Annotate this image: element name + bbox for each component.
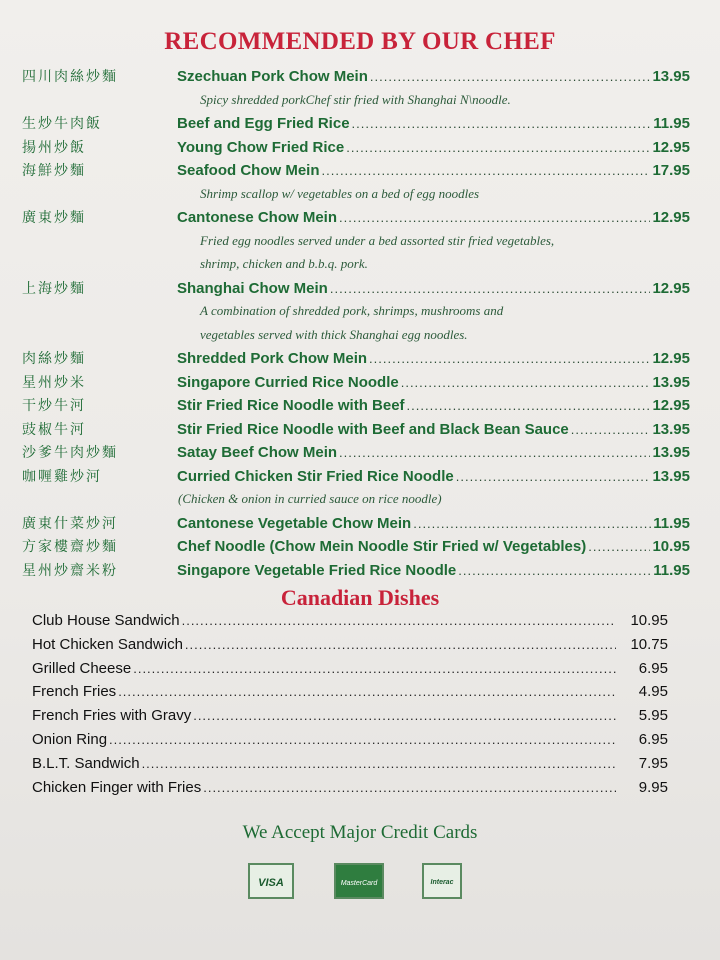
dot-leader	[330, 281, 651, 296]
dot-leader	[203, 780, 616, 795]
canadian-dish-item	[32, 683, 668, 700]
canadian-dish-name: Hot Chicken Sandwich	[32, 635, 183, 653]
menu-item	[22, 137, 690, 157]
menu-item-name: Shredded Pork Chow Mein	[177, 350, 368, 367]
dot-leader	[458, 563, 651, 578]
menu-item-name: Seafood Chow Mein	[177, 162, 320, 179]
menu-item-description: Shrimp scallop w/ vegetables on a bed of egg noodles	[200, 185, 480, 201]
menu-item-name: Shanghai Chow Mein	[177, 279, 328, 297]
menu-item-price: 13.95	[652, 420, 690, 438]
dot-leader	[109, 732, 616, 747]
canadian-dish-name: B.L.T. Sandwich	[32, 754, 140, 772]
menu-item	[22, 160, 690, 180]
canadian-dish-price: 7.95	[638, 754, 668, 772]
canadian-dish-item	[32, 779, 668, 796]
page-title: RECOMMENDED BY OUR CHEF	[164, 28, 556, 55]
canadian-dishes-title: Canadian Dishes	[280, 585, 440, 610]
menu-item-price: 12.95	[652, 279, 690, 297]
menu-item-name: Cantonese Vegetable Chow Mein	[177, 514, 412, 532]
menu-item-price: 13.95	[652, 467, 690, 485]
dot-leader	[133, 661, 616, 676]
dot-leader	[142, 756, 616, 771]
menu-item-price: 10.95	[652, 538, 690, 555]
menu-item-chinese-name: 方家樓齋炒麵	[22, 539, 118, 555]
menu-item	[22, 442, 690, 462]
menu-item	[22, 372, 690, 392]
menu-item-name: Chef Noodle (Chow Mein Noodle Stir Fried w/ Vegetables)	[177, 538, 587, 555]
menu-item-name: Szechuan Pork Chow Mein	[177, 68, 368, 85]
canadian-dish-price: 9.95	[638, 778, 668, 796]
interac-logo-text: Interac	[430, 879, 454, 886]
canadian-dish-price: 4.95	[638, 683, 668, 701]
menu-item-chinese-name: 廣東炒麵	[22, 210, 86, 226]
menu-item	[22, 348, 690, 368]
menu-item-name: Satay Beef Chow Mein	[177, 444, 338, 461]
menu-item	[22, 536, 690, 556]
dot-leader	[322, 163, 651, 178]
menu-item-name: Cantonese Chow Mein	[177, 209, 338, 226]
canadian-dish-price: 10.75	[630, 635, 668, 653]
dot-leader	[370, 69, 651, 84]
menu-item-name: Curried Chicken Stir Fried Rice Noodle	[177, 467, 454, 485]
dot-leader	[185, 637, 616, 652]
menu-item	[22, 419, 690, 439]
menu-item	[22, 113, 690, 133]
menu-item-price: 12.95	[652, 209, 690, 226]
menu-item-name: Singapore Vegetable Fried Rice Noodle	[177, 561, 457, 579]
canadian-dish-item	[32, 731, 668, 748]
menu-item-name: Stir Fried Rice Noodle with Beef and Black Bean Sauce	[177, 420, 569, 438]
canadian-dish-item	[32, 707, 668, 724]
menu-item-chinese-name: 豉椒牛河	[22, 421, 86, 438]
canadian-dish-item	[32, 660, 668, 677]
canadian-dish-item	[32, 612, 668, 629]
menu-item-price: 13.95	[652, 444, 690, 461]
menu-item-chinese-name: 生炒牛肉飯	[22, 116, 102, 132]
menu-item-chinese-name: 咖喱雞炒河	[22, 468, 102, 485]
dot-leader	[193, 708, 616, 723]
menu-item-name: Beef and Egg Fried Rice	[177, 115, 350, 132]
canadian-dish-item	[32, 636, 668, 653]
mastercard-logo-text: MasterCard	[340, 880, 378, 887]
canadian-dish-name: Chicken Finger with Fries	[32, 778, 202, 796]
canadian-dish-name: Club House Sandwich	[32, 612, 180, 629]
dot-leader	[571, 422, 651, 437]
menu-item-description: Fried egg noodles served under a bed assorted stir fried vegetables,	[200, 232, 555, 248]
dot-leader	[413, 516, 651, 531]
canadian-dish-name: French Fries	[32, 683, 117, 701]
menu-item	[22, 207, 690, 227]
visa-logo-text: VISA	[258, 877, 284, 889]
interac-logo-icon	[422, 863, 462, 899]
canadian-dish-price: 10.95	[630, 612, 668, 629]
dot-leader	[369, 351, 650, 366]
menu-item-chinese-name: 星州炒齋米粉	[22, 562, 118, 579]
menu-item-chinese-name: 揚州炒飯	[22, 139, 86, 156]
dot-leader	[407, 398, 651, 413]
credit-cards-notice: We Accept Major Credit Cards	[242, 822, 478, 843]
menu-item-price: 11.95	[653, 514, 690, 532]
menu-item	[22, 66, 690, 86]
canadian-dish-price: 5.95	[638, 707, 668, 725]
canadian-dish-name: French Fries with Gravy	[32, 707, 192, 725]
dot-leader	[118, 684, 616, 699]
dot-leader	[456, 469, 651, 484]
menu-item	[22, 395, 690, 415]
menu-item-name: Stir Fried Rice Noodle with Beef	[177, 397, 405, 414]
mastercard-logo-icon	[334, 863, 384, 899]
dot-leader	[346, 140, 650, 155]
menu-item-chinese-name: 星州炒米	[22, 374, 86, 391]
menu-item	[22, 278, 690, 298]
menu-item-description: vegetables served with thick Shanghai egg noodles.	[200, 326, 468, 342]
canadian-dish-price: 6.95	[638, 659, 668, 677]
menu-item-price: 11.95	[653, 115, 690, 132]
menu-item-chinese-name: 沙爹牛肉炒麵	[22, 445, 118, 461]
canadian-dish-price: 6.95	[638, 731, 668, 748]
menu-item-description: shrimp, chicken and b.b.q. pork.	[200, 256, 368, 271]
menu-item-name: Singapore Curried Rice Noodle	[177, 373, 399, 391]
menu-item-price: 17.95	[652, 162, 690, 179]
dot-leader	[352, 116, 652, 131]
canadian-dish-name: Grilled Cheese	[32, 659, 132, 677]
menu-item-description: (Chicken & onion in curried sauce on rice noodle)	[178, 491, 442, 506]
dot-leader	[588, 539, 650, 554]
canadian-dish-item	[32, 755, 668, 772]
menu-item-price: 13.95	[652, 373, 690, 391]
menu-item	[22, 513, 690, 533]
menu-item-chinese-name: 肉絲炒麵	[22, 351, 86, 367]
menu-item	[22, 466, 690, 486]
menu-item-price: 13.95	[652, 68, 690, 85]
menu-item-chinese-name: 廣東什菜炒河	[22, 515, 118, 532]
menu-item-chinese-name: 上海炒麵	[22, 280, 86, 297]
menu-item-description: Spicy shredded porkChef stir fried with Shanghai N\noodle.	[200, 91, 511, 107]
menu-item-chinese-name: 干炒牛河	[22, 398, 86, 414]
dot-leader	[182, 613, 616, 628]
visa-logo-icon	[248, 863, 294, 899]
menu-item-chinese-name: 四川肉絲炒麵	[22, 69, 118, 85]
menu-item	[22, 560, 690, 580]
menu-item-name: Young Chow Fried Rice	[177, 138, 345, 156]
menu-item-price: 11.95	[653, 561, 690, 579]
menu-item-description: A combination of shredded pork, shrimps, mushrooms and	[200, 303, 504, 318]
menu-item-price: 12.95	[652, 350, 690, 367]
dot-leader	[339, 210, 650, 225]
dot-leader	[401, 375, 651, 390]
menu-item-price: 12.95	[652, 397, 690, 414]
canadian-dish-name: Onion Ring	[32, 731, 108, 748]
menu-item-price: 12.95	[652, 138, 690, 156]
menu-item-chinese-name: 海鮮炒麵	[22, 163, 86, 179]
dot-leader	[339, 445, 650, 460]
